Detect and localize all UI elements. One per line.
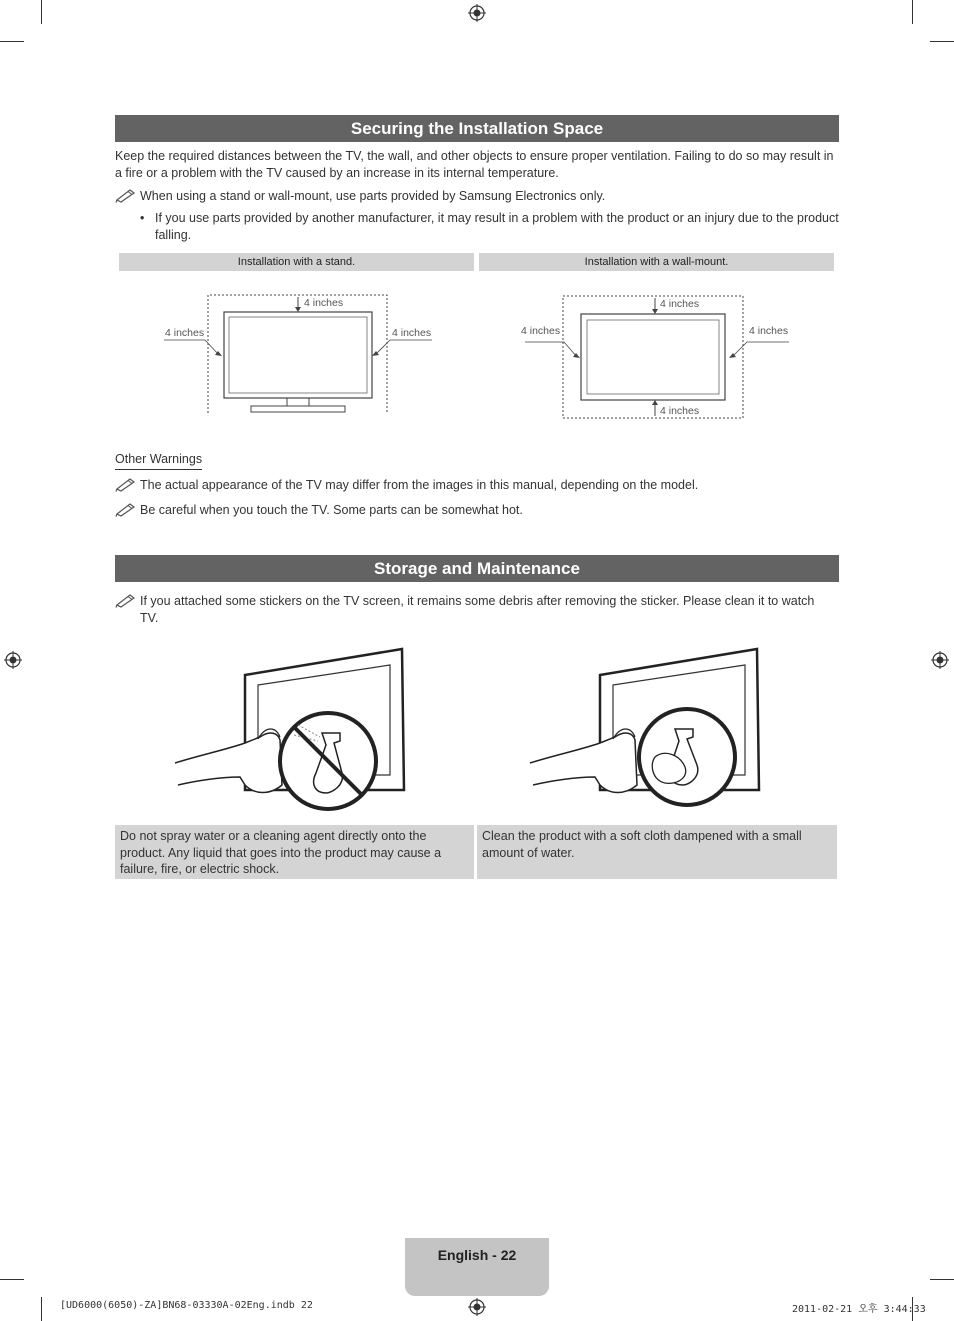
- stand-label-left: 4 inches: [165, 327, 205, 339]
- wall-label-left: 4 inches: [521, 325, 561, 337]
- pencil-note-icon: [115, 501, 137, 517]
- warning-item: Be careful when you touch the TV. Some parts can be somewhat hot.: [140, 503, 523, 517]
- bullet-dot: •: [140, 211, 145, 225]
- print-timestamp: 2011-02-21 오후 3:44:33: [792, 1304, 926, 1315]
- caption-do-not-spray: Do not spray water or a cleaning agent directly onto the product. Any liquid that goes into the product may cause a failure, fire, or electric shock.: [115, 825, 474, 879]
- registration-mark-icon: [931, 651, 949, 669]
- crop-mark: [41, 1297, 42, 1321]
- wall-caption: Installation with a wall-mount.: [479, 253, 834, 271]
- pencil-note-icon: [115, 592, 137, 608]
- no-spray-illustration: [170, 645, 415, 815]
- stand-caption: Installation with a stand.: [119, 253, 474, 271]
- stand-label-right: 4 inches: [392, 327, 432, 339]
- wall-label-top: 4 inches: [660, 298, 700, 310]
- registration-mark-icon: [468, 1298, 486, 1316]
- wall-mount-diagram: [515, 285, 795, 425]
- crop-mark: [912, 0, 913, 24]
- stand-note: When using a stand or wall-mount, use parts provided by Samsung Electronics only.: [140, 189, 606, 203]
- crop-mark: [930, 1279, 954, 1280]
- registration-mark-icon: [4, 651, 22, 669]
- file-slug: [UD6000(6050)-ZA]BN68-03330A-02Eng.indb 22: [60, 1300, 313, 1311]
- crop-mark: [930, 41, 954, 42]
- stand-diagram: [160, 285, 440, 420]
- soft-cloth-illustration: [525, 645, 770, 815]
- other-warnings-heading: Other Warnings: [115, 451, 202, 470]
- wall-label-bottom: 4 inches: [660, 405, 700, 417]
- bullet-text: If you use parts provided by another manufacturer, it may result in a problem with the product or an injury due to the product falling.: [155, 211, 839, 242]
- section-title-storage: Storage and Maintenance: [115, 555, 839, 582]
- pencil-note-icon: [115, 187, 137, 203]
- sticker-note: If you attached some stickers on the TV screen, it remains some debris after removing the sticker. Please clean it to watch TV.: [140, 594, 815, 625]
- stand-label-top: 4 inches: [304, 297, 344, 309]
- caption-soft-cloth: Clean the product with a soft cloth dampened with a small amount of water.: [477, 825, 837, 879]
- crop-mark: [0, 41, 24, 42]
- wall-label-right: 4 inches: [749, 325, 789, 337]
- section-title-installation: Securing the Installation Space: [115, 115, 839, 142]
- crop-mark: [41, 0, 42, 24]
- warning-item: The actual appearance of the TV may differ from the images in this manual, depending on the model.: [140, 478, 699, 492]
- registration-mark-icon: [468, 4, 486, 22]
- page-number: English - 22: [437, 1247, 517, 1263]
- pencil-note-icon: [115, 476, 137, 492]
- installation-intro: Keep the required distances between the TV, the wall, and other objects to ensure proper ventilation. Failing to do so may result in a fire or a problem with the TV caused by an increase in its internal temperature.: [115, 149, 834, 180]
- crop-mark: [0, 1279, 24, 1280]
